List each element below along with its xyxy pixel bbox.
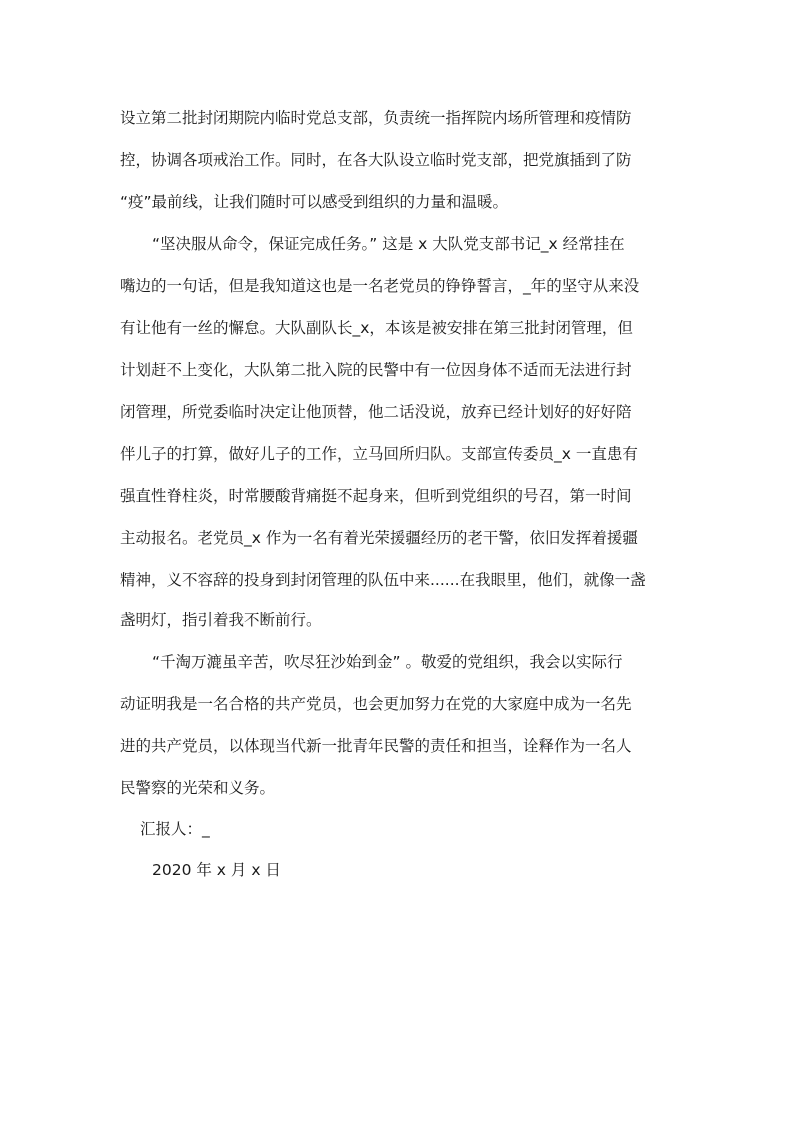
paragraph-line: 进的共产党员，以体现当代新一批青年民警的责任和担当，诠释作为一名人 (120, 737, 632, 755)
paragraph-line: 盏明灯，指引着我不断前行。 (120, 611, 322, 629)
paragraph-line: 闭管理，所党委临时决定让他顶替，他二话没说，放弃已经计划好的好好陪 (120, 403, 632, 421)
paragraph-line: “千淘万漉虽辛苦，吹尽狂沙始到金” 。敬爱的党组织，我会以实际行 (152, 653, 623, 671)
paragraph-line: 计划赶不上变化，大队第二批入院的民警中有一位因身体不适而无法进行封 (120, 361, 632, 379)
paragraph-line: 强直性脊柱炎，时常腰酸背痛挺不起身来，但听到党组织的号召，第一时间 (120, 487, 632, 505)
paragraph-line: 有让他有一丝的懈怠。大队副队长_x，本该是被安排在第三批封闭管理，但 (120, 319, 633, 337)
paragraph-line: 控，协调各项戒治工作。同时，在各大队设立临时党支部，把党旗插到了防 (120, 151, 632, 169)
paragraph-line: “坚决服从命令，保证完成任务。” 这是 x 大队党支部书记_x 经常挂在 (152, 235, 625, 253)
paragraph-line: 精神，义不容辞的投身到封闭管理的队伍中来......在我眼里，他们，就像一盏 (120, 571, 646, 589)
paragraph-line: 嘴边的一句话，但是我知道这也是一名老党员的铮铮誓言，_年的坚守从来没 (120, 277, 640, 295)
report-date: 2020 年 x 月 x 日 (152, 861, 281, 879)
paragraph-line: 民警察的光荣和义务。 (120, 779, 276, 797)
reporter-signature: 汇报人：_ (140, 820, 210, 838)
paragraph-line: 动证明我是一名合格的共产党员，也会更加努力在党的大家庭中成为一名先 (120, 695, 632, 713)
paragraph-line: “疫”最前线，让我们随时可以感受到组织的力量和温暖。 (120, 193, 509, 211)
paragraph-line: 伴儿子的打算，做好儿子的工作，立马回所归队。支部宣传委员_x 一直患有 (120, 445, 638, 463)
paragraph-line: 设立第二批封闭期院内临时党总支部，负责统一指挥院内场所管理和疫情防 (120, 109, 632, 127)
paragraph-line: 主动报名。老党员_x 作为一名有着光荣援疆经历的老干警，依旧发挥着援疆 (120, 529, 638, 547)
